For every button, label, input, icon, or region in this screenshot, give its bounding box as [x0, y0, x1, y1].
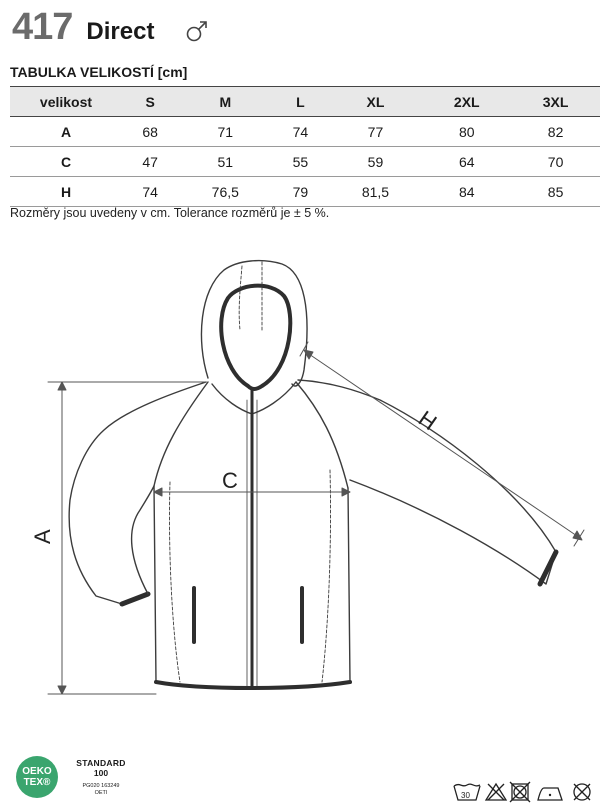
- row-label: A: [10, 117, 122, 147]
- no-bleach-icon: [486, 784, 506, 800]
- wash-temperature: 30: [461, 791, 470, 800]
- size-table-header-row: [10, 87, 600, 117]
- oeko-tex-badge-line2: TEX®: [23, 777, 51, 788]
- dimension-h: [300, 342, 584, 546]
- no-tumble-dry-icon: [510, 782, 530, 802]
- table-cell: 84: [422, 177, 511, 207]
- tolerance-note: Rozměry jsou uvedeny v cm. Tolerance rozměrů je ± 5 %.: [10, 206, 330, 220]
- table-cell: 82: [511, 117, 600, 147]
- left-sleeve-inner: [132, 486, 154, 594]
- wash-30-icon: [454, 784, 480, 800]
- table-cell: 51: [178, 147, 272, 177]
- size-table: [10, 86, 600, 207]
- table-cell: 47: [122, 147, 178, 177]
- left-body-side: [154, 486, 156, 682]
- dimension-a-label: A: [30, 529, 55, 544]
- hood-opening: [221, 286, 290, 389]
- dimension-a: [48, 382, 206, 694]
- model-number: 417: [12, 6, 73, 48]
- size-header-3xl: 3XL: [511, 87, 600, 117]
- size-header-m: M: [178, 87, 272, 117]
- standard-label: STANDARD: [76, 758, 126, 768]
- table-cell: 74: [122, 177, 178, 207]
- table-cell: 77: [329, 117, 423, 147]
- oeko-tex-badge: [16, 756, 58, 798]
- right-raglan-seam: [296, 382, 348, 488]
- care-symbols: [452, 780, 602, 804]
- hood-seam: [239, 262, 262, 330]
- collar: [212, 382, 296, 414]
- table-cell: 64: [422, 147, 511, 177]
- table-cell: 85: [511, 177, 600, 207]
- row-label: C: [10, 147, 122, 177]
- size-header-s: S: [122, 87, 178, 117]
- certificate-number: PG020 163249: [82, 783, 120, 789]
- standard-number: 100: [93, 768, 109, 778]
- row-label: H: [10, 177, 122, 207]
- model-name: Direct: [86, 18, 155, 45]
- no-dry-clean-icon: [574, 784, 590, 800]
- dimension-h-label: H: [413, 405, 442, 436]
- table-cell: 81,5: [329, 177, 423, 207]
- certification-institute: OETI: [94, 790, 108, 796]
- table-cell: 79: [272, 177, 328, 207]
- table-row: [10, 147, 600, 177]
- male-gender-icon: [186, 20, 208, 42]
- right-body-side: [348, 488, 350, 682]
- iron-low-icon: [538, 788, 562, 800]
- table-cell: 55: [272, 147, 328, 177]
- product-header: [12, 6, 154, 50]
- size-header-2xl: 2XL: [422, 87, 511, 117]
- table-cell: 59: [329, 147, 423, 177]
- table-cell: 70: [511, 147, 600, 177]
- table-row: [10, 177, 600, 207]
- table-cell: 76,5: [178, 177, 272, 207]
- table-cell: 71: [178, 117, 272, 147]
- table-row: [10, 117, 600, 147]
- size-header-xl: XL: [329, 87, 423, 117]
- oeko-tex-label: [16, 756, 126, 800]
- right-panel-seam: [322, 470, 331, 682]
- table-cell: 68: [122, 117, 178, 147]
- table-cell: 74: [272, 117, 328, 147]
- size-header-l: L: [272, 87, 328, 117]
- left-panel-seam: [169, 482, 180, 682]
- table-cell: 80: [422, 117, 511, 147]
- oeko-tex-badge-line1: OEKO: [22, 766, 52, 777]
- dimension-c-label: C: [222, 468, 238, 493]
- size-table-title: TABULKA VELIKOSTÍ [cm]: [10, 64, 188, 80]
- size-header-label: velikost: [10, 87, 122, 117]
- oeko-tex-text: [68, 758, 134, 797]
- jacket-drawing: [0, 250, 610, 710]
- left-cuff: [122, 594, 148, 604]
